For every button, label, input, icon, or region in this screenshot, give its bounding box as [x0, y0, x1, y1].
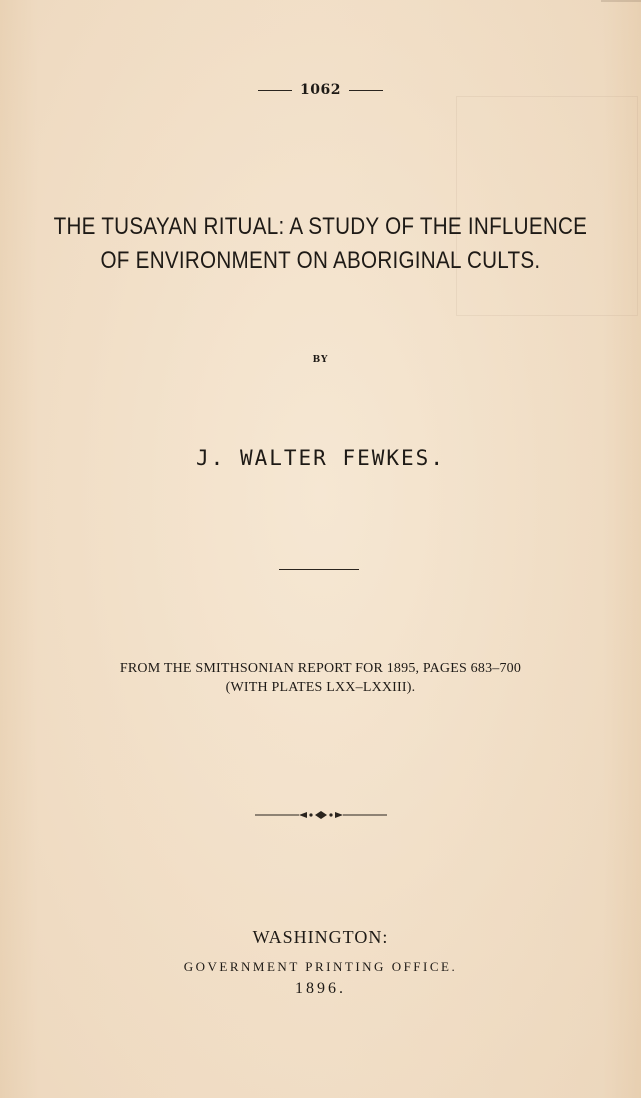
source-line-2: (WITH PLATES LXX–LXXIII). [225, 680, 416, 695]
source-citation [0, 659, 641, 697]
edge-mark [601, 0, 641, 2]
source-line-1: FROM THE SMITHSONIAN REPORT FOR 1895, PAGES 683–700 [119, 661, 522, 676]
title-line-2: OF ENVIRONMENT ON ABORIGINAL CULTS. [100, 247, 541, 274]
right-dash [349, 90, 383, 91]
imprint-year: 1896. [295, 980, 346, 997]
imprint-place: WASHINGTON: [252, 927, 389, 947]
document-number: 1062 [300, 82, 341, 98]
page-number-row [0, 78, 641, 102]
divider-rule [279, 569, 359, 570]
reverse-stamp-showthrough [456, 96, 638, 316]
author-name: J. WALTER FEWKES. [196, 446, 445, 470]
left-dash [258, 90, 292, 91]
title-line-1: THE TUSAYAN RITUAL: A STUDY OF THE INFLUENCE [53, 213, 588, 240]
ornamental-rule-icon [255, 810, 387, 820]
imprint-printer: GOVERNMENT PRINTING OFFICE. [183, 959, 458, 974]
by-label: BY [312, 355, 329, 365]
document-title [45, 210, 596, 278]
